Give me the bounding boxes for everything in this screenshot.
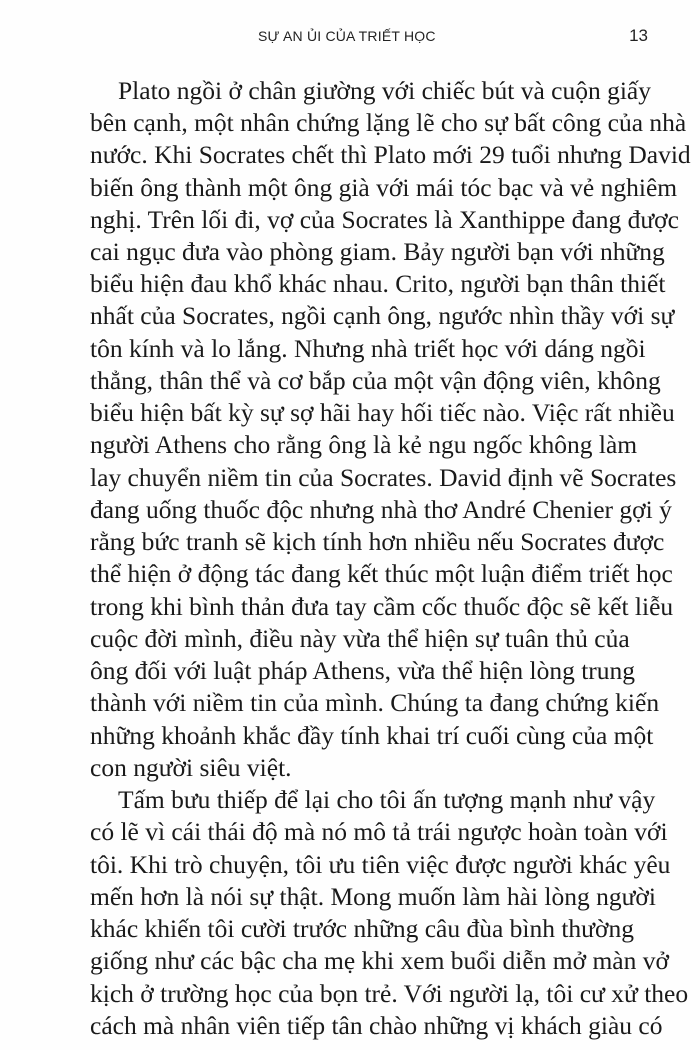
text-line: tôn kính và lo lắng. Nhưng nhà triết học với dáng ngồi [90, 334, 646, 363]
text-line: giống như các bậc cha mẹ khi xem buổi diễn mở màn vở [90, 946, 669, 975]
text-line: biểu hiện đau khổ khác nhau. Crito, người bạn thân thiết [90, 269, 666, 298]
text-line: bên cạnh, một nhân chứng lặng lẽ cho sự bất công của nhà [90, 108, 687, 137]
text-line: tôi. Khi trò chuyện, tôi ưu tiên việc được người khác yêu [90, 850, 671, 879]
text-line: biểu hiện bất kỳ sự sợ hãi hay hối tiếc nào. Việc rất nhiều [90, 398, 675, 427]
running-header [0, 26, 700, 50]
text-line: nghị. Trên lối đi, vợ của Socrates là Xanthippe đang được [90, 205, 679, 234]
text-line: thẳng, thân thể và cơ bắp của một vận động viên, không [90, 366, 661, 395]
text-line: biến ông thành một ông già với mái tóc bạc và vẻ nghiêm [90, 173, 678, 202]
text-line: Plato ngồi ở chân giường với chiếc bút và cuộn giấy [118, 76, 651, 105]
text-line: thành với niềm tin của mình. Chúng ta đang chứng kiến [90, 688, 660, 717]
text-line: nhất của Socrates, ngồi cạnh ông, ngước nhìn thầy với sự [90, 301, 675, 330]
text-line: kịch ở trường học của bọn trẻ. Với người lạ, tôi cư xử theo [90, 979, 689, 1008]
text-line: người Athens cho rằng ông là kẻ ngu ngốc không làm [90, 430, 638, 459]
text-line: những khoảnh khắc đầy tính khai trí cuối cùng của một [90, 721, 654, 750]
text-line: có lẽ vì cái thái độ mà nó mô tả trái ngược hoàn toàn với [90, 817, 668, 846]
text-line: Tấm bưu thiếp để lại cho tôi ấn tượng mạnh như vậy [118, 785, 656, 814]
running-title: SỰ AN ỦI CỦA TRIẾT HỌC [258, 28, 436, 44]
text-line: cai ngục đưa vào phòng giam. Bảy người bạn với những [90, 237, 665, 266]
text-line: nước. Khi Socrates chết thì Plato mới 29 tuổi nhưng David [90, 140, 691, 169]
text-line: đang uống thuốc độc nhưng nhà thơ André Chenier gợi ý [90, 495, 672, 524]
text-line: lay chuyển niềm tin của Socrates. David định vẽ Socrates [90, 463, 677, 492]
text-line: rằng bức tranh sẽ kịch tính hơn nhiều nếu Socrates được [90, 527, 665, 556]
text-line: cuộc đời mình, điều này vừa thể hiện sự tuân thủ của [90, 624, 630, 653]
text-line: mến hơn là nói sự thật. Mong muốn làm hài lòng người [90, 882, 656, 911]
text-line: ông đối với luật pháp Athens, vừa thể hiện lòng trung [90, 656, 636, 685]
page-number: 13 [629, 26, 648, 45]
text-line: con người siêu việt. [90, 753, 292, 782]
text-line: khác khiến tôi cười trước những câu đùa bình thường [90, 914, 634, 943]
text-line: trong khi bình thản đưa tay cầm cốc thuốc độc sẽ kết liễu [90, 592, 674, 621]
text-line: thể hiện ở động tác đang kết thúc một luận điểm triết học [90, 559, 673, 588]
text-line: cách mà nhân viên tiếp tân chào những vị khách giàu có [90, 1011, 663, 1040]
